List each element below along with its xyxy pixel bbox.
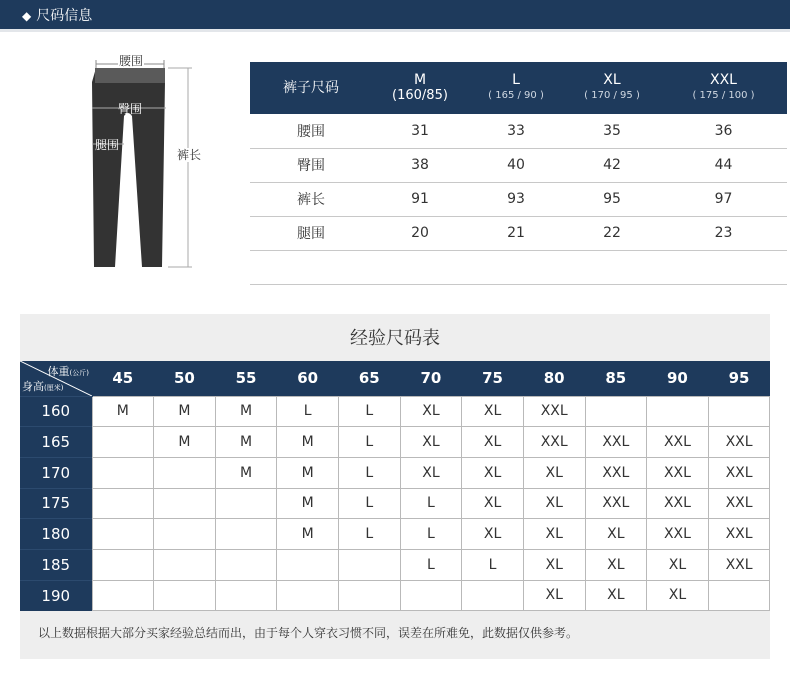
size-cell bbox=[92, 549, 154, 580]
table-row bbox=[250, 114, 787, 148]
size-cell bbox=[400, 580, 462, 611]
size-cell: XL bbox=[523, 549, 585, 580]
section-header bbox=[0, 0, 790, 32]
diamond-icon: ◆ bbox=[22, 9, 32, 23]
size-cell bbox=[215, 519, 277, 550]
size-cell: L bbox=[339, 519, 401, 550]
height-label: 165 bbox=[20, 427, 92, 458]
table-cell: 35 bbox=[564, 114, 660, 148]
weight-header-45: 45 bbox=[92, 361, 154, 396]
table-row bbox=[20, 549, 770, 580]
size-cell: XXL bbox=[708, 457, 770, 488]
size-cell bbox=[92, 488, 154, 519]
size-cell: XL bbox=[585, 549, 647, 580]
table-cell: 40 bbox=[468, 148, 564, 182]
size-cell: XXL bbox=[647, 488, 709, 519]
size-col-spec: ( 170 / 95 ) bbox=[584, 90, 640, 101]
size-cell bbox=[215, 580, 277, 611]
size-cell: M bbox=[215, 427, 277, 458]
table-row bbox=[20, 427, 770, 458]
table-row bbox=[20, 580, 770, 611]
size-cell bbox=[215, 549, 277, 580]
size-cell bbox=[92, 580, 154, 611]
size-table-corner: 裤子尺码 bbox=[250, 62, 372, 114]
row-label: 臀围 bbox=[250, 148, 372, 182]
weight-header-90: 90 bbox=[647, 361, 709, 396]
size-cell: XL bbox=[647, 580, 709, 611]
size-cell: XXL bbox=[585, 457, 647, 488]
size-col-spec: ( 165 / 90 ) bbox=[488, 90, 544, 101]
size-cell: XXL bbox=[708, 488, 770, 519]
weight-header-55: 55 bbox=[215, 361, 277, 396]
experience-chart bbox=[20, 314, 770, 659]
size-cell: M bbox=[154, 427, 216, 458]
size-cell: L bbox=[400, 488, 462, 519]
weight-header-50: 50 bbox=[154, 361, 216, 396]
table-cell: 36 bbox=[660, 114, 787, 148]
length-label: 裤长 bbox=[177, 148, 202, 162]
size-cell bbox=[462, 580, 524, 611]
table-row bbox=[250, 182, 787, 216]
size-cell: L bbox=[400, 549, 462, 580]
size-cell: XL bbox=[462, 457, 524, 488]
size-col-label: XXL bbox=[710, 72, 737, 88]
size-cell: XXL bbox=[708, 549, 770, 580]
size-cell: XL bbox=[400, 427, 462, 458]
pants-illustration bbox=[80, 52, 220, 272]
table-row bbox=[20, 396, 770, 427]
size-cell: XL bbox=[462, 427, 524, 458]
size-cell bbox=[92, 427, 154, 458]
size-cell: XXL bbox=[708, 427, 770, 458]
size-cell: XXL bbox=[585, 427, 647, 458]
weight-header-70: 70 bbox=[400, 361, 462, 396]
size-cell: XXL bbox=[523, 427, 585, 458]
table-row bbox=[250, 148, 787, 182]
section-title bbox=[22, 0, 92, 32]
size-cell bbox=[215, 488, 277, 519]
table-cell: 91 bbox=[372, 182, 468, 216]
weight-header-80: 80 bbox=[523, 361, 585, 396]
pants-graphic bbox=[80, 52, 220, 272]
size-cell bbox=[277, 580, 339, 611]
weight-header-95: 95 bbox=[708, 361, 770, 396]
table-cell: 42 bbox=[564, 148, 660, 182]
height-label: 190 bbox=[20, 580, 92, 611]
table-row bbox=[20, 457, 770, 488]
table-cell: 20 bbox=[372, 216, 468, 250]
size-cell: XXL bbox=[647, 427, 709, 458]
weight-axis-label: 体重(公斤) bbox=[47, 365, 89, 378]
hip-label: 臀围 bbox=[118, 102, 143, 116]
size-cell: XL bbox=[585, 580, 647, 611]
size-col-label: L bbox=[512, 72, 520, 88]
waist-label: 腰围 bbox=[119, 54, 144, 68]
size-cell bbox=[277, 549, 339, 580]
height-label: 180 bbox=[20, 519, 92, 550]
table-cell: 44 bbox=[660, 148, 787, 182]
size-cell bbox=[92, 457, 154, 488]
size-cell: XL bbox=[462, 488, 524, 519]
size-cell: XL bbox=[462, 396, 524, 427]
size-col-spec: ( 175 / 100 ) bbox=[692, 90, 755, 101]
size-cell: M bbox=[277, 457, 339, 488]
size-cell: XXL bbox=[647, 519, 709, 550]
size-cell: XL bbox=[523, 488, 585, 519]
size-cell: L bbox=[400, 519, 462, 550]
weight-header-65: 65 bbox=[339, 361, 401, 396]
size-cell: XL bbox=[523, 457, 585, 488]
experience-title: 经验尺码表 bbox=[350, 328, 440, 349]
size-cell bbox=[647, 396, 709, 427]
size-cell: XL bbox=[523, 580, 585, 611]
height-label: 170 bbox=[20, 457, 92, 488]
size-table-header bbox=[250, 62, 787, 114]
size-cell: M bbox=[215, 396, 277, 427]
table-cell: 95 bbox=[564, 182, 660, 216]
disclaimer-note: 以上数据根据大部分买家经验总结而出，由于每个人穿衣习惯不同，误差在所难免，此数据仅供参考。 bbox=[38, 626, 579, 640]
size-cell: M bbox=[215, 457, 277, 488]
row-label: 腿围 bbox=[250, 216, 372, 250]
row-label: 腰围 bbox=[250, 114, 372, 148]
table-row bbox=[20, 519, 770, 550]
size-cell bbox=[92, 519, 154, 550]
size-cell bbox=[154, 457, 216, 488]
height-label: 185 bbox=[20, 549, 92, 580]
size-cell: XL bbox=[400, 457, 462, 488]
table-cell: 23 bbox=[660, 216, 787, 250]
weight-header-60: 60 bbox=[277, 361, 339, 396]
size-cell: XXL bbox=[708, 519, 770, 550]
size-cell: L bbox=[339, 488, 401, 519]
table-row-empty bbox=[250, 250, 787, 284]
size-col-l bbox=[468, 62, 564, 114]
size-table bbox=[250, 62, 787, 285]
size-col-m bbox=[372, 62, 468, 114]
size-cell bbox=[154, 519, 216, 550]
size-cell bbox=[708, 396, 770, 427]
size-col-spec: (160/85) bbox=[392, 88, 448, 103]
size-cell: L bbox=[339, 396, 401, 427]
size-col-label: M bbox=[413, 72, 427, 88]
size-cell bbox=[339, 580, 401, 611]
size-cell: XL bbox=[400, 396, 462, 427]
table-corner bbox=[20, 361, 92, 396]
table-cell: 38 bbox=[372, 148, 468, 182]
table-cell: 93 bbox=[468, 182, 564, 216]
thigh-label: 腿围 bbox=[95, 138, 120, 152]
size-cell bbox=[154, 549, 216, 580]
size-cell: L bbox=[462, 549, 524, 580]
height-label: 175 bbox=[20, 488, 92, 519]
size-cell bbox=[154, 488, 216, 519]
size-cell: M bbox=[92, 396, 154, 427]
size-cell bbox=[708, 580, 770, 611]
size-cell: L bbox=[339, 427, 401, 458]
table-cell: 21 bbox=[468, 216, 564, 250]
weight-header-85: 85 bbox=[585, 361, 647, 396]
table-cell: 22 bbox=[564, 216, 660, 250]
table-row bbox=[250, 216, 787, 250]
size-cell bbox=[339, 549, 401, 580]
size-col-label: XL bbox=[603, 72, 621, 88]
table-cell: 31 bbox=[372, 114, 468, 148]
size-cell: XL bbox=[647, 549, 709, 580]
size-cell bbox=[585, 396, 647, 427]
size-cell: XL bbox=[523, 519, 585, 550]
table-row bbox=[20, 488, 770, 519]
size-cell bbox=[154, 580, 216, 611]
weight-header-row bbox=[20, 361, 770, 396]
height-label: 160 bbox=[20, 396, 92, 427]
size-col-xxl bbox=[660, 62, 787, 114]
size-cell: L bbox=[339, 457, 401, 488]
size-cell: XXL bbox=[585, 488, 647, 519]
size-cell: M bbox=[277, 427, 339, 458]
size-cell: XL bbox=[585, 519, 647, 550]
size-cell: XXL bbox=[647, 457, 709, 488]
section-title-label: 尺码信息 bbox=[36, 8, 93, 24]
table-cell: 33 bbox=[468, 114, 564, 148]
size-cell: M bbox=[277, 488, 339, 519]
size-cell: XL bbox=[462, 519, 524, 550]
row-label: 裤长 bbox=[250, 182, 372, 216]
experience-table bbox=[20, 361, 770, 611]
size-cell: L bbox=[277, 396, 339, 427]
size-col-xl bbox=[564, 62, 660, 114]
size-cell: XXL bbox=[523, 396, 585, 427]
table-cell: 97 bbox=[660, 182, 787, 216]
height-axis-label: 身高(厘米) bbox=[22, 379, 64, 393]
size-cell: M bbox=[154, 396, 216, 427]
size-cell: M bbox=[277, 519, 339, 550]
weight-header-75: 75 bbox=[462, 361, 524, 396]
